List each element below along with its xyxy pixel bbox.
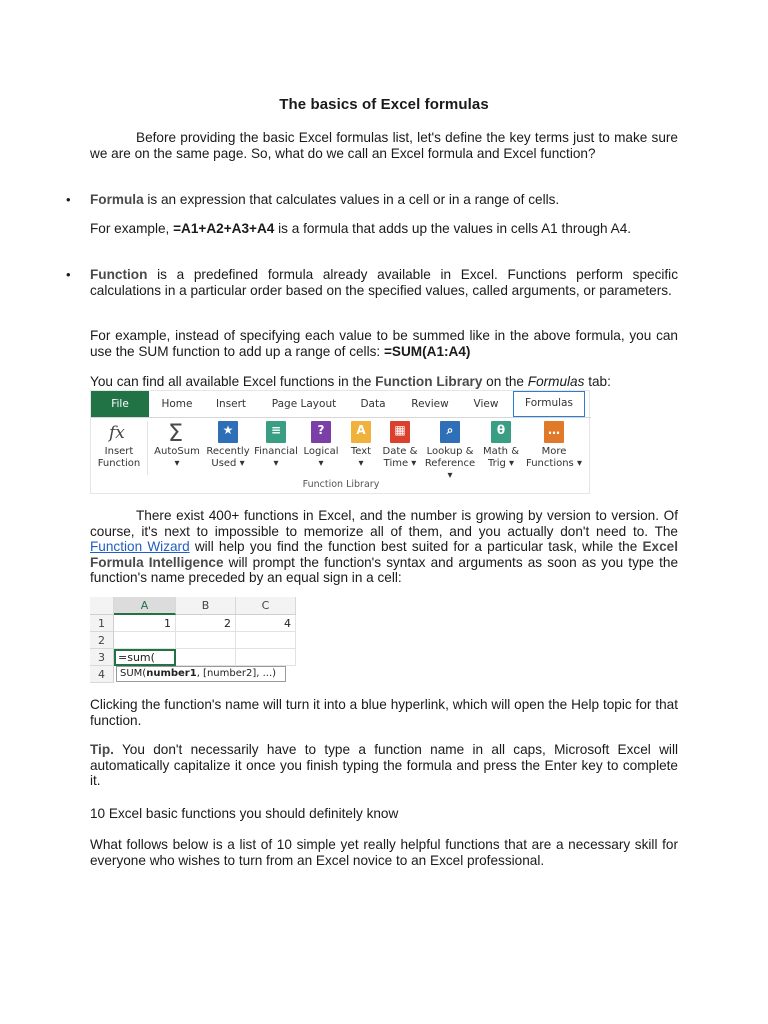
tip-paragraph [90,742,678,789]
function-library-term: Function Library [375,374,483,389]
function-term: Function [90,267,148,282]
math-trig-label-1: Math & [483,446,519,457]
text-label: Text [350,446,372,457]
library-intro-suffix: tab: [584,374,611,389]
tab-view[interactable]: View [473,398,499,410]
question-book-icon: ? [310,421,332,443]
formula-intelligence-term: Excel Formula Intelligence [90,539,678,570]
tooltip-function-name[interactable]: SUM( [120,668,147,679]
row-header-3[interactable]: 3 [90,649,114,666]
function-example [90,328,678,359]
formula-bullet [66,192,678,208]
function-syntax-tooltip[interactable] [116,666,286,682]
row-header-1[interactable]: 1 [90,615,114,632]
financial-book-icon: ≡ [265,421,287,443]
intro-paragraph: Before providing the basic Excel formulas list, let's define the key terms just to make sure we are on the same page. So, what do we call an Excel formula and Excel function? [90,130,678,161]
math-trig-label-2: Trig ▾ [487,458,515,469]
cell-b3[interactable] [176,649,236,666]
logical-dropdown-arrow: ▾ [318,458,324,469]
ribbon-divider [147,421,148,475]
functions-count-text-a: There exist 400+ functions in Excel, and the number is growing by version to version. Of course, it's next to impossible to memorize all of them, and you actually don't need to. The [90,508,678,539]
autosum-label: AutoSum [154,446,200,457]
financial-label: Financial [254,446,298,457]
function-library-intro [90,374,678,390]
column-header-c[interactable]: C [236,597,296,615]
autosum-dropdown-arrow: ▾ [174,458,180,469]
cell-b2[interactable] [176,632,236,649]
tab-review[interactable]: Review [411,398,449,410]
row-header-4[interactable]: 4 [90,666,114,683]
bullet-icon: • [66,267,71,282]
library-intro-prefix: You can find all available Excel functions in the [90,374,376,389]
ribbon-tab-bar [91,391,591,418]
cell-a2[interactable] [114,632,176,649]
cell-c1[interactable]: 4 [236,615,296,632]
section-heading-10-functions: 10 Excel basic functions you should definitely know [90,806,399,821]
function-example-prefix: For example, instead of specifying each value to be summed like in the above formula, you can use the SUM function to add up a range of cells: [90,328,678,359]
star-book-icon: ★ [217,421,239,443]
tab-home[interactable]: Home [161,398,193,410]
more-functions-button[interactable] [523,421,585,470]
tab-data[interactable]: Data [360,398,386,410]
spreadsheet-snippet [90,597,296,683]
logical-button[interactable] [299,421,343,470]
formulas-tab-name: Formulas [527,374,585,389]
tab-insert[interactable]: Insert [215,398,247,410]
formula-definition: is an expression that calculates values in a cell or in a range of cells. [143,192,560,207]
theta-book-icon: θ [490,421,512,443]
function-library-group-label: Function Library [302,479,380,490]
svg-text:fx: fx [109,423,125,443]
functions-count-paragraph [90,508,678,586]
date-time-button[interactable] [379,421,421,470]
function-wizard-link[interactable]: Function Wizard [90,539,190,554]
calendar-book-icon: ▦ [389,421,411,443]
formula-example-suffix: is a formula that adds up the values in cells A1 through A4. [274,221,632,236]
tab-formulas[interactable]: Formulas [513,391,585,417]
functions-count-text-b: will help you find the function best suited for a particular task, while the [189,539,643,554]
more-book-icon: … [543,421,565,443]
fx-icon [108,421,130,443]
library-intro-mid: on the [482,374,528,389]
page-title: The basics of Excel formulas [279,96,489,113]
recently-used-button[interactable] [203,421,253,470]
tooltip-remaining-arguments: , [number2], ...) [196,668,277,679]
cell-c3[interactable] [236,649,296,666]
row-header-2[interactable]: 2 [90,632,114,649]
tip-label: Tip. [90,742,114,757]
text-book-icon: A [350,421,372,443]
formulas-ribbon-screenshot [90,390,590,494]
financial-button[interactable] [251,421,301,470]
cell-b1[interactable]: 2 [176,615,236,632]
svg-text:Σ: Σ [168,421,184,445]
date-time-label-1: Date & [382,446,418,457]
date-time-label-2: Time ▾ [383,458,417,469]
closing-paragraph: What follows below is a list of 10 simple yet really helpful functions that are a necessary skill for everyone who wishes to turn from an Excel novice to an Excel professional. [90,837,678,868]
logical-label: Logical [303,446,339,457]
tooltip-current-argument: number1 [146,668,197,679]
recently-used-label-2: Used ▾ [211,458,245,469]
sigma-icon [166,421,188,443]
clicking-paragraph: Clicking the function's name will turn it into a blue hyperlink, which will open the Help topic for that function. [90,697,678,728]
magnifier-book-icon: ⌕ [439,421,461,443]
bullet-icon: • [66,192,71,207]
insert-function-button[interactable] [93,421,145,470]
lookup-reference-button[interactable] [421,421,479,482]
more-functions-label-1: More [541,446,567,457]
function-example-code: =SUM(A1:A4) [383,343,471,359]
lookup-reference-label-1: Lookup & [426,446,474,457]
autosum-button[interactable] [151,421,203,470]
tip-text: You don't necessarily have to type a function name in all caps, Microsoft Excel will automatically capitalize it once you finish typing the formula and press the Enter key to complete it. [90,742,678,788]
lookup-reference-label-2: Reference ▾ [424,458,476,481]
math-trig-button[interactable] [479,421,523,470]
recently-used-label-1: Recently [206,446,250,457]
select-all-corner[interactable] [90,597,114,615]
formula-example [90,221,678,237]
text-dropdown-arrow: ▾ [358,458,364,469]
tab-file[interactable]: File [91,391,149,417]
cell-c2[interactable] [236,632,296,649]
function-bullet [66,267,678,298]
formula-term: Formula [90,192,144,207]
column-header-a[interactable]: A [114,597,176,615]
formula-example-prefix: For example, [90,221,174,236]
cell-a1[interactable]: 1 [114,615,176,632]
insert-function-label-1: Insert [104,446,134,457]
text-button[interactable] [343,421,379,470]
financial-dropdown-arrow: ▾ [273,458,279,469]
tab-page-layout[interactable]: Page Layout [271,398,337,410]
functions-count-text-c: will prompt the function's syntax and arguments as soon as you type the function's name preceded by an equal sign in a cell: [90,554,679,585]
cell-a3-active[interactable]: =sum( [114,649,176,666]
column-header-b[interactable]: B [176,597,236,615]
function-definition: is a predefined formula already available in Excel. Functions perform specific calculations in a particular order based on the specified values, called arguments, or parameters. [90,267,678,298]
insert-function-label-2: Function [97,458,141,469]
formula-example-code: =A1+A2+A3+A4 [173,221,275,236]
more-functions-label-2: Functions ▾ [526,458,582,469]
